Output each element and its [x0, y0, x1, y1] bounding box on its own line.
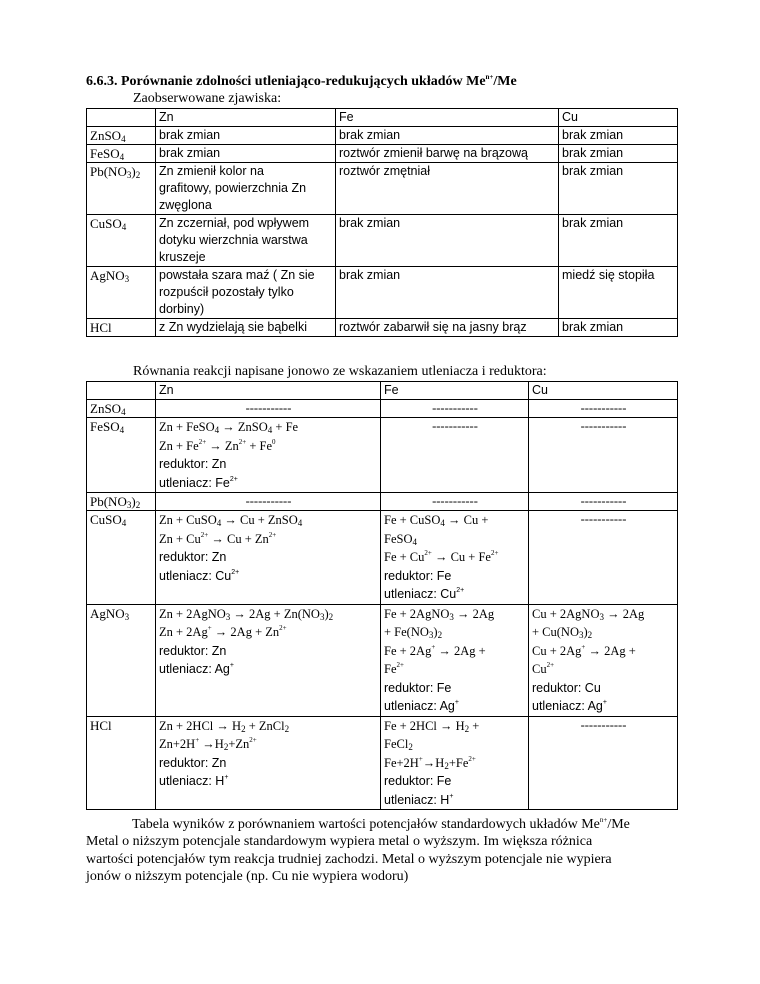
reductor-label: reduktor: Fe: [384, 568, 452, 583]
table-row: [87, 267, 678, 319]
reductor-label: reduktor: Cu: [532, 680, 601, 695]
cu-cell: miedź się stopiła: [559, 267, 678, 319]
table-row: [87, 163, 678, 215]
equation-line: Zn + CuSO$_4$ → Cu + ZnSO$_4$: [159, 513, 303, 528]
header-cell: Cu: [559, 109, 678, 127]
header-cell: Fe: [336, 109, 559, 127]
reductor-label: reduktor: Zn: [159, 550, 227, 564]
fe-cell: -----------: [381, 418, 529, 493]
reagent-cell: AgNO$_3$: [87, 604, 156, 716]
table-row: [87, 418, 678, 493]
fe-cell: [381, 604, 529, 716]
oxidant-label: utleniacz: $Cu^{2+}$: [384, 587, 465, 601]
equation-line: $Zn + Cu^{2+} \to Cu + Zn^{2+}$: [159, 530, 277, 546]
reagent-cell: HCl: [87, 716, 156, 810]
reagent-cell: $Pb(NO_3)_2$: [87, 163, 156, 215]
fe-cell: -----------: [381, 400, 529, 418]
reductor-label: reduktor: Zn: [159, 457, 227, 471]
fe-cell: -----------: [381, 493, 529, 511]
zn-cell: brak zmian: [156, 145, 336, 163]
equation-line: Zn + FeSO$_4$ → ZnSO$_4$ + Fe: [159, 420, 299, 435]
equation-line: Fe + CuSO$_4$ → Cu +: [384, 513, 489, 528]
oxidant-label: utleniacz: Ag+: [532, 699, 607, 713]
header-cell: [87, 382, 156, 400]
reductor-label: reduktor: Fe: [384, 774, 452, 788]
reagent-cell: AgNO$_3$: [87, 267, 156, 319]
reagent-cell: ZnSO$_4$: [87, 127, 156, 145]
table-row: [87, 493, 678, 511]
table-row: [87, 145, 678, 163]
fe-cell: roztwór zabarwił się na jasny brąz: [336, 319, 559, 337]
fe-cell: brak zmian: [336, 267, 559, 319]
conclusion-line: Tabela wyników z porównaniem wartości potencjałów standardowych układów $Me^{n+}/Me$: [132, 816, 630, 832]
oxidant-label: utleniacz: H+: [159, 774, 229, 788]
table-row: [87, 319, 678, 337]
fe-cell: brak zmian: [336, 215, 559, 267]
cu-cell: brak zmian: [559, 145, 678, 163]
zn-cell: Zn zczerniał, pod wpływem dotyku wierzchnia warstwa kruszeje: [156, 215, 336, 267]
table2-caption: Równania reakcji napisane jonowo ze wskazaniem utleniacza i reduktora:: [133, 364, 547, 379]
header-cell: [87, 109, 156, 127]
zn-cell: -----------: [156, 400, 381, 418]
cu-cell: -----------: [529, 511, 678, 605]
equation-line: $Fe + 2HCl \to H_2$ +: [384, 718, 480, 734]
zn-cell: [156, 604, 381, 716]
oxidant-label: utleniacz: H+: [384, 792, 454, 807]
header-cell: Fe: [381, 382, 529, 400]
zn-cell: [156, 716, 381, 810]
equation-line: $Fe+2H^+\to H_2+Fe^{2+}$: [384, 754, 476, 771]
cu-cell: [529, 604, 678, 716]
equation-line: FeCl$_2$: [384, 737, 413, 752]
cu-cell: brak zmian: [559, 319, 678, 337]
reductor-label: reduktor: Zn: [159, 755, 227, 770]
observations-table: [86, 108, 678, 337]
section-heading: 6.6.3. Porównanie zdolności utleniająco-redukujących układów $Me^{n+}/Me$: [86, 73, 517, 89]
conclusion-line: Metal o niższym potencjale standardowym wypiera metal o wyższym. Im większa różnica: [86, 834, 593, 850]
cu-cell: brak zmian: [559, 215, 678, 267]
equation-line: Cu + 2AgNO$_3$ → 2Ag: [532, 606, 645, 622]
conclusion-paragraph: [86, 816, 686, 885]
table1-caption: Zaobserwowane zjawiska:: [133, 91, 282, 106]
conclusion-line: jonów o niższym potencjale (np. Cu nie wypiera wodoru): [86, 868, 409, 884]
equation-line: Fe + 2Ag+ → 2Ag +: [384, 642, 486, 658]
reductor-label: reduktor: Fe: [384, 680, 452, 695]
oxidant-label: utleniacz: $Cu^{2+}$: [159, 568, 240, 583]
reagent-cell: FeSO$_4$: [87, 418, 156, 493]
reagent-cell: CuSO$_4$: [87, 215, 156, 267]
reagent-cell: $Pb(NO_3)_2$: [87, 493, 156, 511]
table-header-row: [87, 109, 678, 127]
fe-cell: [381, 716, 529, 810]
equation-line: FeSO$_4$: [384, 531, 417, 547]
table-header-row: [87, 382, 678, 400]
header-cell: Cu: [529, 382, 678, 400]
equation-line: Fe + 2AgNO$_3$ → 2Ag: [384, 606, 495, 622]
fe-cell: brak zmian: [336, 127, 559, 145]
table-row: [87, 604, 678, 716]
zn-cell: Zn zmienił kolor na grafitowy, powierzchnia Zn zwęglona: [156, 163, 336, 215]
oxidant-label: utleniacz: Ag+: [159, 662, 234, 676]
oxidant-label: utleniacz: Ag+: [384, 699, 459, 713]
table-row: [87, 215, 678, 267]
fe-cell: [381, 511, 529, 605]
fe-cell: roztwór zmienił barwę na brązową: [336, 145, 559, 163]
cu-cell: -----------: [529, 493, 678, 511]
reagent-cell: ZnSO$_4$: [87, 400, 156, 418]
cu-cell: brak zmian: [559, 127, 678, 145]
equation-line: + $Cu(NO_3)_2$: [532, 625, 593, 640]
zn-cell: -----------: [156, 493, 381, 511]
zn-cell: [156, 511, 381, 605]
table-row: [87, 716, 678, 810]
equations-table: [86, 381, 678, 810]
reagent-cell: HCl: [87, 319, 156, 337]
equation-line: $Zn + Fe^{2+} \to Zn^{2+} + Fe^0$: [159, 437, 276, 453]
cu-cell: -----------: [529, 418, 678, 493]
reductor-label: reduktor: Zn: [159, 643, 227, 658]
cu-cell: -----------: [529, 400, 678, 418]
reagent-cell: CuSO$_4$: [87, 511, 156, 605]
equation-line: Cu + 2Ag+ → 2Ag +: [532, 642, 636, 658]
zn-cell: z Zn wydzielają sie bąbelki: [156, 319, 336, 337]
equation-line: $Fe^{2+}$: [384, 661, 404, 676]
equation-line: $Zn + 2HCl \to H_2$ + ZnCl$_2$: [159, 718, 290, 734]
equation-line: $Zn+2H^+ \to H_2+Zn^{2+}$: [159, 736, 257, 752]
table-row: [87, 511, 678, 605]
cu-cell: brak zmian: [559, 163, 678, 215]
table-row: [87, 400, 678, 418]
zn-cell: powstała szara maź ( Zn sie rozpuścił pozostały tylko dorbiny): [156, 267, 336, 319]
cu-cell: -----------: [529, 716, 678, 810]
fe-cell: roztwór zmętniał: [336, 163, 559, 215]
conclusion-line: wartości potencjałów tym reakcja trudniej zachodzi. Metal o wyższym potencjale nie wypiera: [86, 851, 612, 867]
oxidant-label: utleniacz: $Fe^{2+}$: [159, 475, 238, 490]
equation-line: + $Fe(NO_3)_2$: [384, 625, 443, 640]
zn-cell: brak zmian: [156, 127, 336, 145]
header-cell: Zn: [156, 382, 381, 400]
equation-line: Zn + 2AgNO$_3$ → $2Ag + Zn(NO_3)_2$: [159, 606, 334, 622]
equation-line: $Zn + 2Ag^+ \to 2Ag + Zn^{2+}$: [159, 624, 287, 639]
header-cell: Zn: [156, 109, 336, 127]
table-row: [87, 127, 678, 145]
zn-cell: [156, 418, 381, 493]
reagent-cell: FeSO$_4$: [87, 145, 156, 163]
equation-line: $Fe + Cu^{2+} \to Cu + Fe^{2+}$: [384, 549, 499, 564]
equation-line: $Cu^{2+}$: [532, 661, 555, 676]
